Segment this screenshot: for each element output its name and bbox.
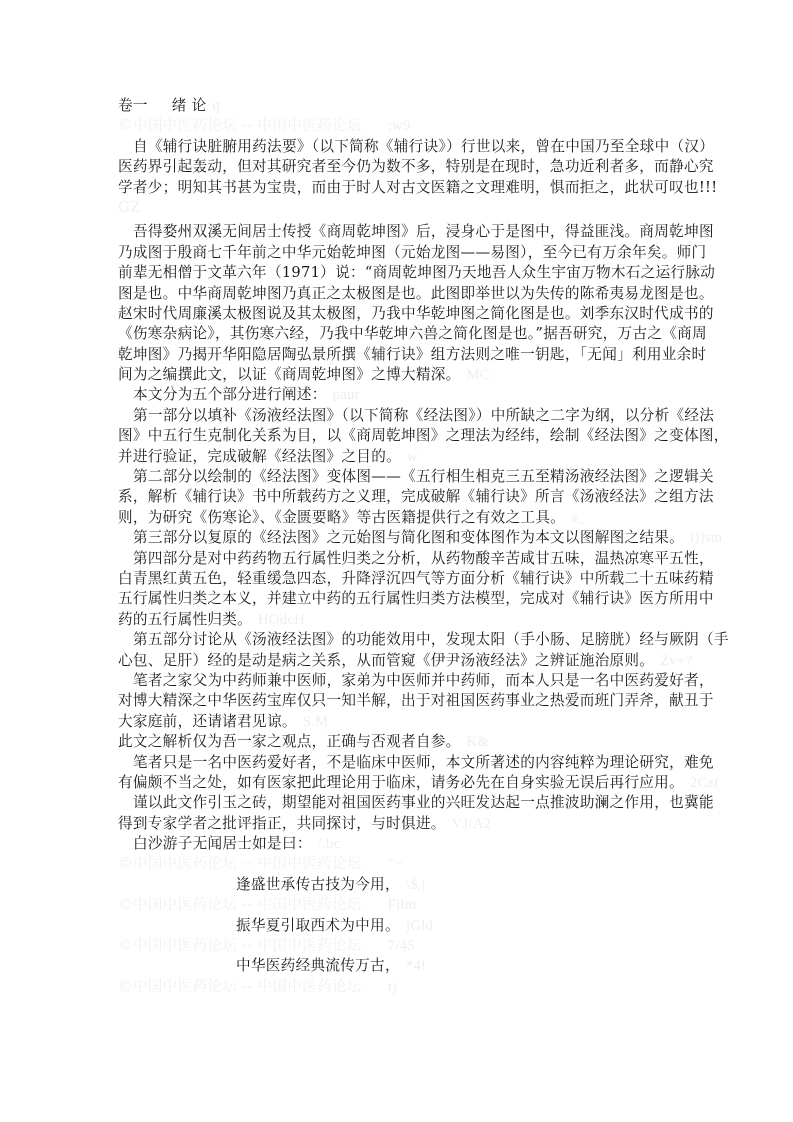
text-line: 图》中五行生克制化关系为目，以《商周乾坤图》之理法为经纬，绘制《经法图》之变体图， <box>118 427 729 445</box>
chapter-name: 绪 论 <box>171 97 207 114</box>
text-line: 谨以此文作引玉之砖，期望能对祖国医药事业的兴旺发达起一点推波助澜之作用，也冀能 <box>133 794 714 812</box>
watermark-fragment: ;w9 <box>387 118 411 135</box>
paragraph-part-one <box>118 406 729 467</box>
watermark-fragment: q <box>212 98 221 114</box>
text-span: 得到专家学者之批评指正，共同探讨，与时俱进。 <box>118 814 446 832</box>
watermark-fragment: 7/45 <box>387 938 415 955</box>
text-line <box>118 365 698 385</box>
watermark-fragment: MC <box>466 367 490 384</box>
text-line: 《伤寒杂病论》，其伤寒六经，乃我中华乾坤六兽之简化图是也。”据吾研究，万古之《商周 <box>118 325 707 343</box>
watermark-fragment: i)]sm <box>690 530 723 547</box>
watermark-line <box>118 895 698 915</box>
text-span: 振华夏引取西术为中用。 <box>236 916 400 934</box>
chapter-title <box>118 96 698 116</box>
text-line <box>118 773 720 793</box>
text-line: 赵宋时代周廉溪太极图说及其太极图，乃我中华乾坤图之简化图是也。刘季东汉时代成书的 <box>118 304 714 322</box>
watermark-fragment: VJ/A2 <box>451 815 492 832</box>
watermark-fragment: rj <box>387 978 398 995</box>
text-line: 自《辅行诀脏腑用药法要》（以下简称《辅行诀》）行世以来，曾在中国乃至全球中（汉） <box>133 137 715 155</box>
paragraph-part-four <box>118 549 714 631</box>
paragraph-intro <box>118 137 718 198</box>
watermark-text: ©中国中医药论坛 -- 中国中医药论坛 <box>118 977 362 995</box>
watermark-fragment: a_ <box>571 509 586 526</box>
poem-line <box>118 916 698 936</box>
text-span: 白沙游子无闻居士如是曰： <box>133 835 312 853</box>
watermark-text: ©中国中医药论坛 -- 中国中医药论坛 <box>118 117 362 135</box>
watermark-fragment: w <box>406 448 418 465</box>
text-span: 本文分为五个部分进行阐述： <box>133 386 327 404</box>
watermark-fragment: \$,| <box>405 876 425 893</box>
watermark-line <box>118 854 698 874</box>
watermark-fragment: 2Cz( <box>689 774 720 791</box>
text-line: 乾坤图》乃揭开华阳隐居陶弘景所撰《辅行诀》组方法则之唯一钥匙，「无闻」利用业余时 <box>118 345 707 363</box>
text-span: 第三部分以复原的《经法图》之元始图与简化图和变体图作为本文以图解图之结果。 <box>133 529 685 547</box>
paragraph-origin <box>118 222 716 385</box>
intro-line <box>118 385 698 405</box>
text-line <box>118 712 698 732</box>
text-line: 笔者之家父为中药师兼中医师，家弟为中医师并中药师，而本人只是一名中医药爱好者， <box>133 671 714 689</box>
text-span: 逢盛世承传古技为今用， <box>236 875 400 893</box>
text-span: 有偏颇不当之处，如有医家把此理论用于临床，请务必先在自身实验无误后再行应用。 <box>118 773 684 791</box>
document-page <box>118 96 729 997</box>
watermark-fragment: jGld <box>405 917 433 934</box>
text-line: 前辈无相僧于文革六年（1971）说：“商周乾坤图乃天地吾人众生宇宙万物木石之运行脉动 <box>118 264 716 282</box>
watermark-fragment: K& <box>466 734 490 751</box>
watermark-line <box>118 977 698 997</box>
text-span: 并进行验证，完成破解《经法图》之目的。 <box>118 447 401 465</box>
watermark-fragment: GZ <box>118 198 141 216</box>
text-line <box>118 508 698 528</box>
text-line: 笔者只是一名中医药爱好者，不是临床中医师，本文所著述的内容纯粹为理论研究，难免 <box>133 753 714 771</box>
text-line: 第四部分是对中药药物五行属性归类之分析，从药物酸辛苦咸甘五味，温热凉寒平五性， <box>133 549 714 567</box>
watermark-fragment: Zv+? <box>660 652 693 669</box>
watermark-line <box>118 116 698 136</box>
chapter-number: 卷一 <box>118 97 148 114</box>
text-span: 此文之解析仅为吾一家之观点，正确与否观者自参。 <box>118 733 461 751</box>
text-line <box>118 447 698 467</box>
text-span: 间为之编撰此文，以证《商周乾坤图》之博大精深。 <box>118 366 461 384</box>
paragraph-disclaimer <box>118 753 720 794</box>
text-span: 药的五行属性归类。 <box>118 610 253 628</box>
text-line: 白青黑红黄五色，轻重缓急四态，升降浮沉四气等方面分析《辅行诀》中所载二十五味药精 <box>118 569 714 587</box>
paragraph-part-two <box>118 467 714 528</box>
text-span: 大家庭前，还请诸君见谅。 <box>118 712 297 730</box>
text-span: 则，为研究《伤寒论》、《金匮要略》等古医籍提供行之有效之工具。 <box>118 508 566 526</box>
text-line <box>118 651 698 671</box>
text-line: 图是也。中华商周乾坤图乃真正之太极图是也。此图即举世以为失传的陈希夷易龙图是也。 <box>118 284 714 302</box>
watermark-fragment: HOdcH <box>258 611 305 628</box>
text-line: 吾得婺州双溪无间居士传授《商周乾坤图》后，浸身心于是图中，得益匪浅。商周乾坤图 <box>133 223 714 241</box>
watermark-fragment: /.bc <box>317 836 341 853</box>
paragraph-opinion <box>118 732 698 752</box>
poem-line <box>118 875 698 895</box>
text-line <box>118 814 698 834</box>
paragraph-part-three <box>118 528 723 548</box>
text-line: 第二部分以绘制的《经法图》变体图——《五行相生相克三五至精汤液经法图》之逻辑关 <box>133 468 714 486</box>
text-line: 学者少；明知其书甚为宝贵，而由于时人对古文医籍之文理难明，惧而拒之，此状可叹也!!! <box>118 178 718 196</box>
text-line: 对博大精深之中华医药宝库仅只一知半解，出于对祖国医药事业之热爱而班门弄斧，献丑于 <box>118 692 714 710</box>
watermark-fragment: "~ <box>387 856 403 873</box>
text-line: 系，解析《辅行诀》书中所载药方之义理，完成破解《辅行诀》所言《汤液经法》之组方法 <box>118 488 714 506</box>
text-line: 医药界引起轰动，但对其研究者至今仍为数不多，特别是在现时，急功近利者多，而静心究 <box>118 158 714 176</box>
watermark-text: ©中国中医药论坛 -- 中国中医药论坛 <box>118 896 362 914</box>
signature-line <box>118 834 698 854</box>
text-line: 第一部分以填补《汤液经法图》（以下简称《经法图》）中所缺之二字为纲，以分析《经法 <box>133 406 715 424</box>
text-line: 乃成图于殷商七千年前之中华元始乾坤图（元始龙图——易图），至今已有万余年矣。师门 <box>118 243 707 261</box>
watermark-text: ©中国中医药论坛 -- 中国中医药论坛 <box>118 855 362 873</box>
watermark-fragment: paur <box>332 387 360 404</box>
watermark-fragment: S.M <box>302 713 329 730</box>
paragraph-family <box>118 671 714 732</box>
text-line: 第五部分讨论从《汤液经法图》的功能效用中，发现太阳（手小肠、足膀胱）经与厥阴（手 <box>133 631 729 649</box>
watermark-fragment: Film <box>387 897 417 914</box>
text-span: 心包、足肝）经的是动是病之关系，从而管窥《伊尹汤液经法》之辨证施治原则。 <box>118 651 655 669</box>
poem-line <box>118 956 698 976</box>
text-span: 中华医药经典流传万古， <box>236 957 400 975</box>
text-line: 五行属性归类之本义，并建立中药的五行属性归类方法模型，完成对《辅行诀》医方所用中 <box>118 590 714 608</box>
watermark-line <box>118 936 698 956</box>
watermark-fragment: *4! <box>405 958 427 975</box>
watermark-text: ©中国中医药论坛 -- 中国中医药论坛 <box>118 937 362 955</box>
text-line <box>118 610 698 630</box>
paragraph-part-five <box>118 630 729 671</box>
paragraph-hope <box>118 793 714 834</box>
